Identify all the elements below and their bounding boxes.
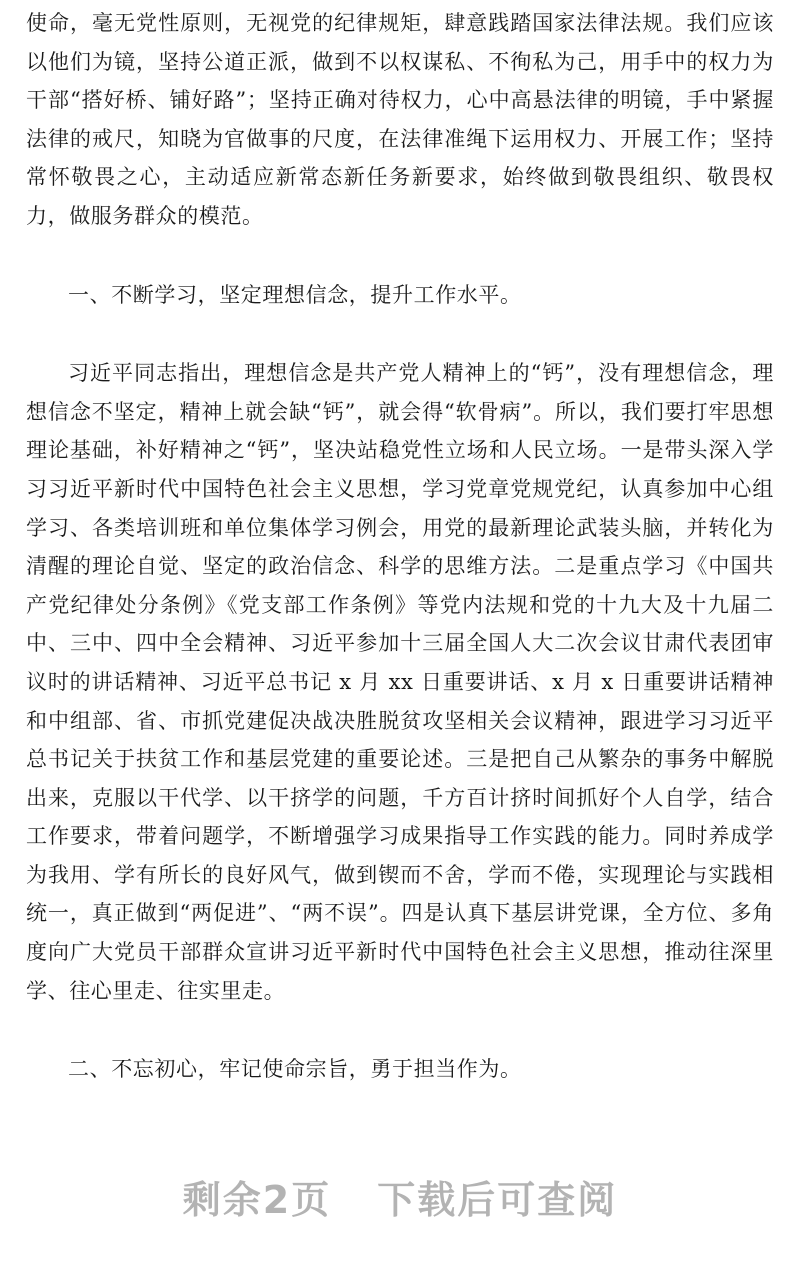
section-heading-2: 二、不忘初心，牢记使命宗旨，勇于担当作为。	[68, 1057, 522, 1082]
paragraph-study: 习近平同志指出，理想信念是共产党人精神上的“钙”，没有理想信念，理想信念不坚定，精神上就会缺“钙”，就会得“软骨病”。所以，我们要打牢思想理论基础，补好精神之“钙”，坚决站稳党性立场和人民立场。一是带头深入学习习近平新时代中国特色社会主义思想，学习党章党规党纪，认真参加中心组学习、各类培训班和单位集体学习例会，用党的最新理论武装头脑，并转化为清醒的理论自觉、坚定的政治信念、科学的思维方法。二是重点学习《中国共产党纪律处分条例》《党支部工作条例》等党内法规和党的十九大及十九届二中、三中、四中全会精神、习近平参加十三届全国人大二次会议甘肃代表团审议时的讲话精神、习近平总书记 x 月 xx 日重要讲话、x 月 x 日重要讲话精神和中组部、省、市抓党建促决战决胜脱贫攻坚相关会议精神，跟进学习习近平总书记关于扶贫工作和基层党建的重要论述。三是把自己从繁杂的事务中解脱出来，克服以干代学、以干挤学的问题，千方百计挤时间抓好个人自学，结合工作要求，带着问题学，不断增强学习成果指导工作实践的能力。同时养成学为我用、学有所长的良好风气，做到锲而不舍，学而不倦，实现理论与实践相统一，真正做到“两促进”、“两不误”。四是认真下基层讲党课，全方位、多角度向广大党员干部群众宣讲习近平新时代中国特色社会主义思想，推动往深里学、往心里走、往实里走。	[26, 361, 774, 1003]
download-prompt-label: 下载后可查阅	[377, 1178, 618, 1222]
remaining-pages-label: 剩余2页	[182, 1178, 332, 1222]
document-body	[26, 0, 774, 1089]
download-prompt-bar[interactable]	[0, 1162, 800, 1238]
section-heading-1: 一、不断学习，坚定理想信念，提升工作水平。	[68, 282, 522, 307]
paragraph-continuation: 使命，毫无党性原则，无视党的纪律规矩，肆意践踏国家法律法规。我们应该以他们为镜，坚持公道正派，做到不以权谋私、不徇私为己，用手中的权力为干部“搭好桥、铺好路”；坚持正确对待权力，心中高悬法律的明镜，手中紧握法律的戒尺，知晓为官做事的尺度，在法律准绳下运用权力、开展工作；坚持常怀敬畏之心，主动适应新常态新任务新要求，始终做到敬畏组织、敬畏权力，做服务群众的模范。	[26, 11, 774, 228]
